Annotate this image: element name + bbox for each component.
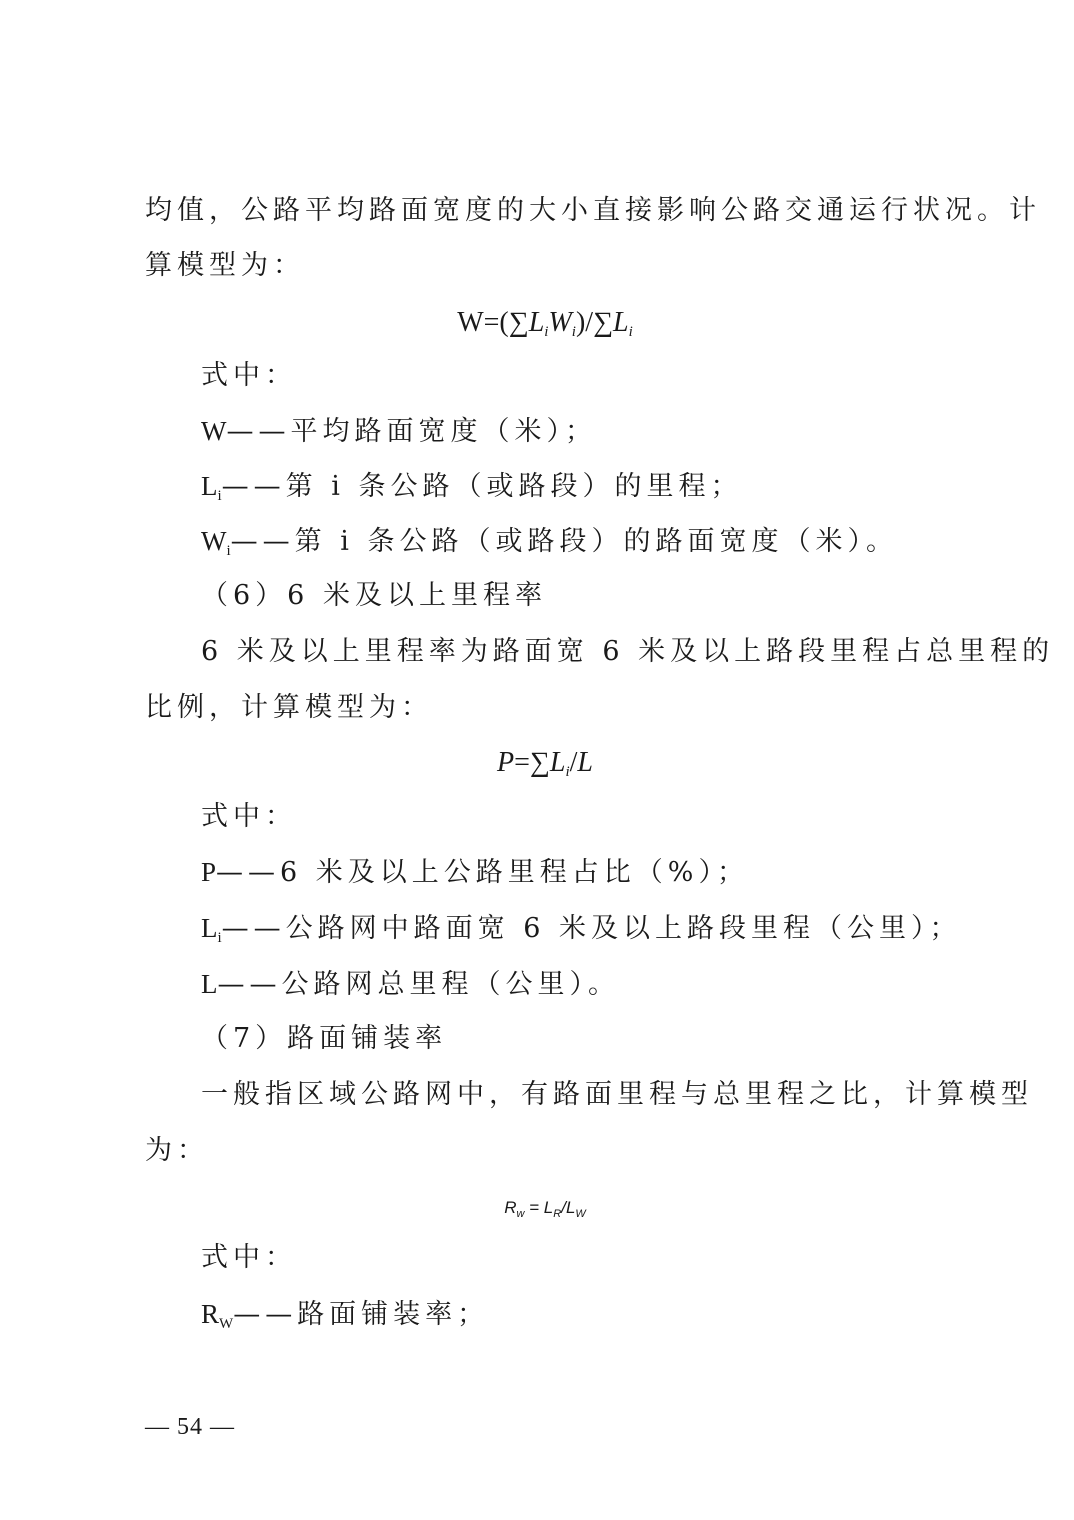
definition-wi (201, 523, 1001, 560)
definition-rw (201, 1296, 1001, 1333)
symbol-r: R (201, 1299, 220, 1329)
formula-paving-rate: $R_w = L_R/L_W$ (504, 1198, 586, 1220)
definition-l (201, 966, 1001, 1003)
page-number: — 54 — (145, 1414, 235, 1440)
symbol-l: L (201, 471, 218, 501)
where-label-2: 式中： (201, 801, 297, 832)
definition-w-text: ——平均路面宽度（米）； (226, 416, 597, 447)
symbol-subscript-w: W (219, 1316, 234, 1332)
definition-l-text: ——公路网总里程（公里）。 (217, 969, 620, 1000)
definition-rw-text: ——路面铺装率； (233, 1299, 490, 1330)
definition-li-text: ——第 i 条公路（或路段）的里程； (221, 471, 743, 502)
definition-li-2 (201, 910, 1001, 947)
paragraph-3-line-1: 一般指区域公路网中，有路面里程与总里程之比，计算模型 (201, 1079, 1033, 1110)
where-label-3: 式中： (201, 1242, 297, 1273)
symbol-subscript-i: i (217, 930, 222, 946)
symbol-l: L (201, 913, 218, 943)
paragraph-2-line-1: 6 米及以上里程率为路面宽 6 米及以上路段里程占总里程的 (201, 636, 1055, 667)
symbol-subscript-i: i (217, 488, 222, 504)
symbol-subscript-i: i (226, 543, 231, 559)
section-heading-7: （7）路面铺装率 (201, 1023, 448, 1054)
paragraph-1-line-2: 算模型为： (145, 250, 305, 281)
symbol-p: P (201, 857, 217, 887)
paragraph-3-line-2: 为： (145, 1135, 209, 1166)
paragraph-1-line-1: 均值，公路平均路面宽度的大小直接影响公路交通运行状况。计 (145, 195, 1041, 226)
formula-average-width: $W=(\sum L_iW_i)/\sum L_i$ (457, 307, 633, 340)
symbol-w-i: W (201, 526, 227, 556)
section-heading-6: （6）6 米及以上里程率 (201, 580, 547, 611)
formula-six-meter-rate: $P=\sum L_i/L$ (497, 747, 593, 780)
definition-wi-text: ——第 i 条公路（或路段）的路面宽度（米）。 (230, 526, 898, 557)
where-label-1: 式中： (201, 360, 297, 391)
symbol-l: L (201, 969, 218, 999)
definition-p-text: ——6 米及以上公路里程占比（%）； (216, 857, 749, 888)
definition-p (201, 854, 1001, 891)
definition-li (201, 468, 1001, 505)
definition-li-2-text: ——公路网中路面宽 6 米及以上路段里程（公里）； (221, 913, 962, 944)
definition-w (201, 413, 1001, 450)
symbol-w: W (201, 416, 227, 446)
paragraph-2-line-2: 比例，计算模型为： (145, 692, 433, 723)
